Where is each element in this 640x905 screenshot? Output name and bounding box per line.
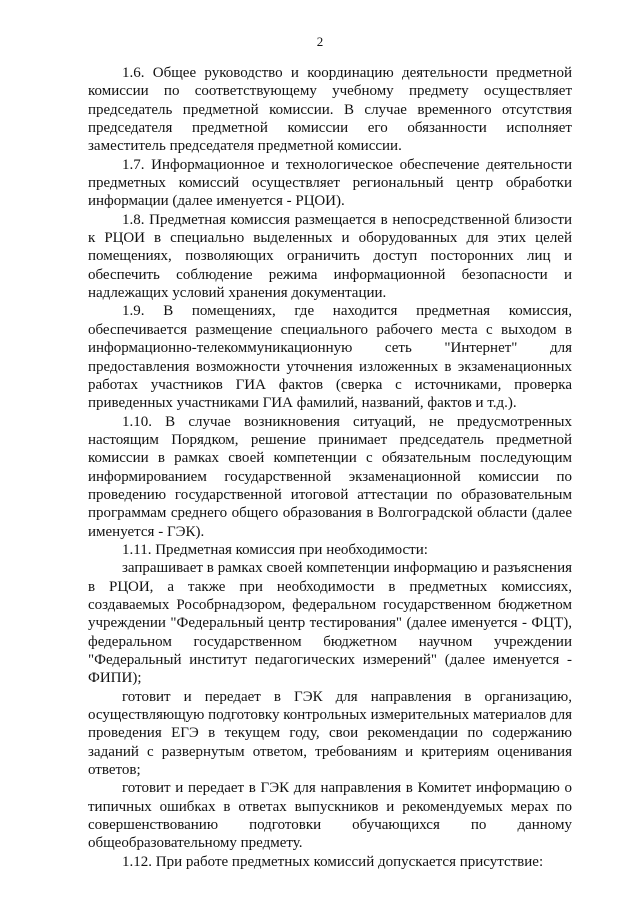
paragraph-1-10: 1.10. В случае возникновения ситуаций, не предусмотренных настоящим Порядком, решение принимает председатель предметной комиссии в рамках своей компетенции с обязательным последующим информированием государственной экзаменационной комиссии по проведению государственной итоговой аттестации по образовательным программам среднего общего образования в Волгоградской области (далее именуется - ГЭК). <box>88 413 572 540</box>
paragraph-1-12: 1.12. При работе предметных комиссий допускается присутствие: <box>122 853 544 870</box>
page-number: 2 <box>316 34 324 49</box>
paragraph-1-11: 1.11. Предметная комиссия при необходимости: <box>122 541 428 558</box>
paragraph-1-8: 1.8. Предметная комиссия размещается в непосредственной близости к РЦОИ в специально выделенных и оборудованных для этих целей помещениях, позволяющих ограничить доступ посторонних лиц и обеспечить соблюдение режима информационной безопасности и надлежащих условий хранения документации. <box>88 211 572 302</box>
paragraph-1-11-item-3: готовит и передает в ГЭК для направления в Комитет информацию о типичных ошибках в ответах выпускников и рекомендуемых мерах по совершенствованию подготовки обучающихся по данному общеобразовательному предмету. <box>88 780 572 852</box>
paragraph-1-11-item-2: готовит и передает в ГЭК для направления в организацию, осуществляющую подготовку контрольных измерительных материалов для проведения ЕГЭ в текущем году, свои рекомендации по содержанию заданий с развернутым ответом, требованиям и критериям оценивания ответов; <box>88 688 572 779</box>
document-body <box>88 64 572 871</box>
paragraph-1-7: 1.7. Информационное и технологическое обеспечение деятельности предметных комиссий осуществляет региональный центр обработки информации (далее именуется - РЦОИ). <box>88 156 572 210</box>
paragraph-1-11-item-1: запрашивает в рамках своей компетенции информацию и разъяснения в РЦОИ, а также при необходимости в предметных комиссиях, создаваемых Рособрнадзором, федеральном государственном бюджетном учреждении "Федеральный центр тестирования" (далее именуется - ФЦТ), федеральном государственном бюджетном научном учреждении "Федеральный институт педагогических измерений" (далее именуется - ФИПИ); <box>88 560 572 687</box>
paragraph-1-9: 1.9. В помещениях, где находится предметная комиссия, обеспечивается размещение специального рабочего места с выходом в информационно-телекоммуникационную сеть "Интернет" для предоставления возможности уточнения изложенных в экзаменационных работах участников ГИА фактов (сверка с источниками, проверка приведенных участниками ГИА фамилий, названий, фактов и т.д.). <box>88 303 572 412</box>
paragraph-1-6: 1.6. Общее руководство и координацию деятельности предметной комиссии по соответствующему учебному предмету осуществляет председатель предметной комиссии. В случае временного отсутствия председателя предметной комиссии его обязанности исполняет заместитель председателя предметной комиссии. <box>88 65 572 155</box>
